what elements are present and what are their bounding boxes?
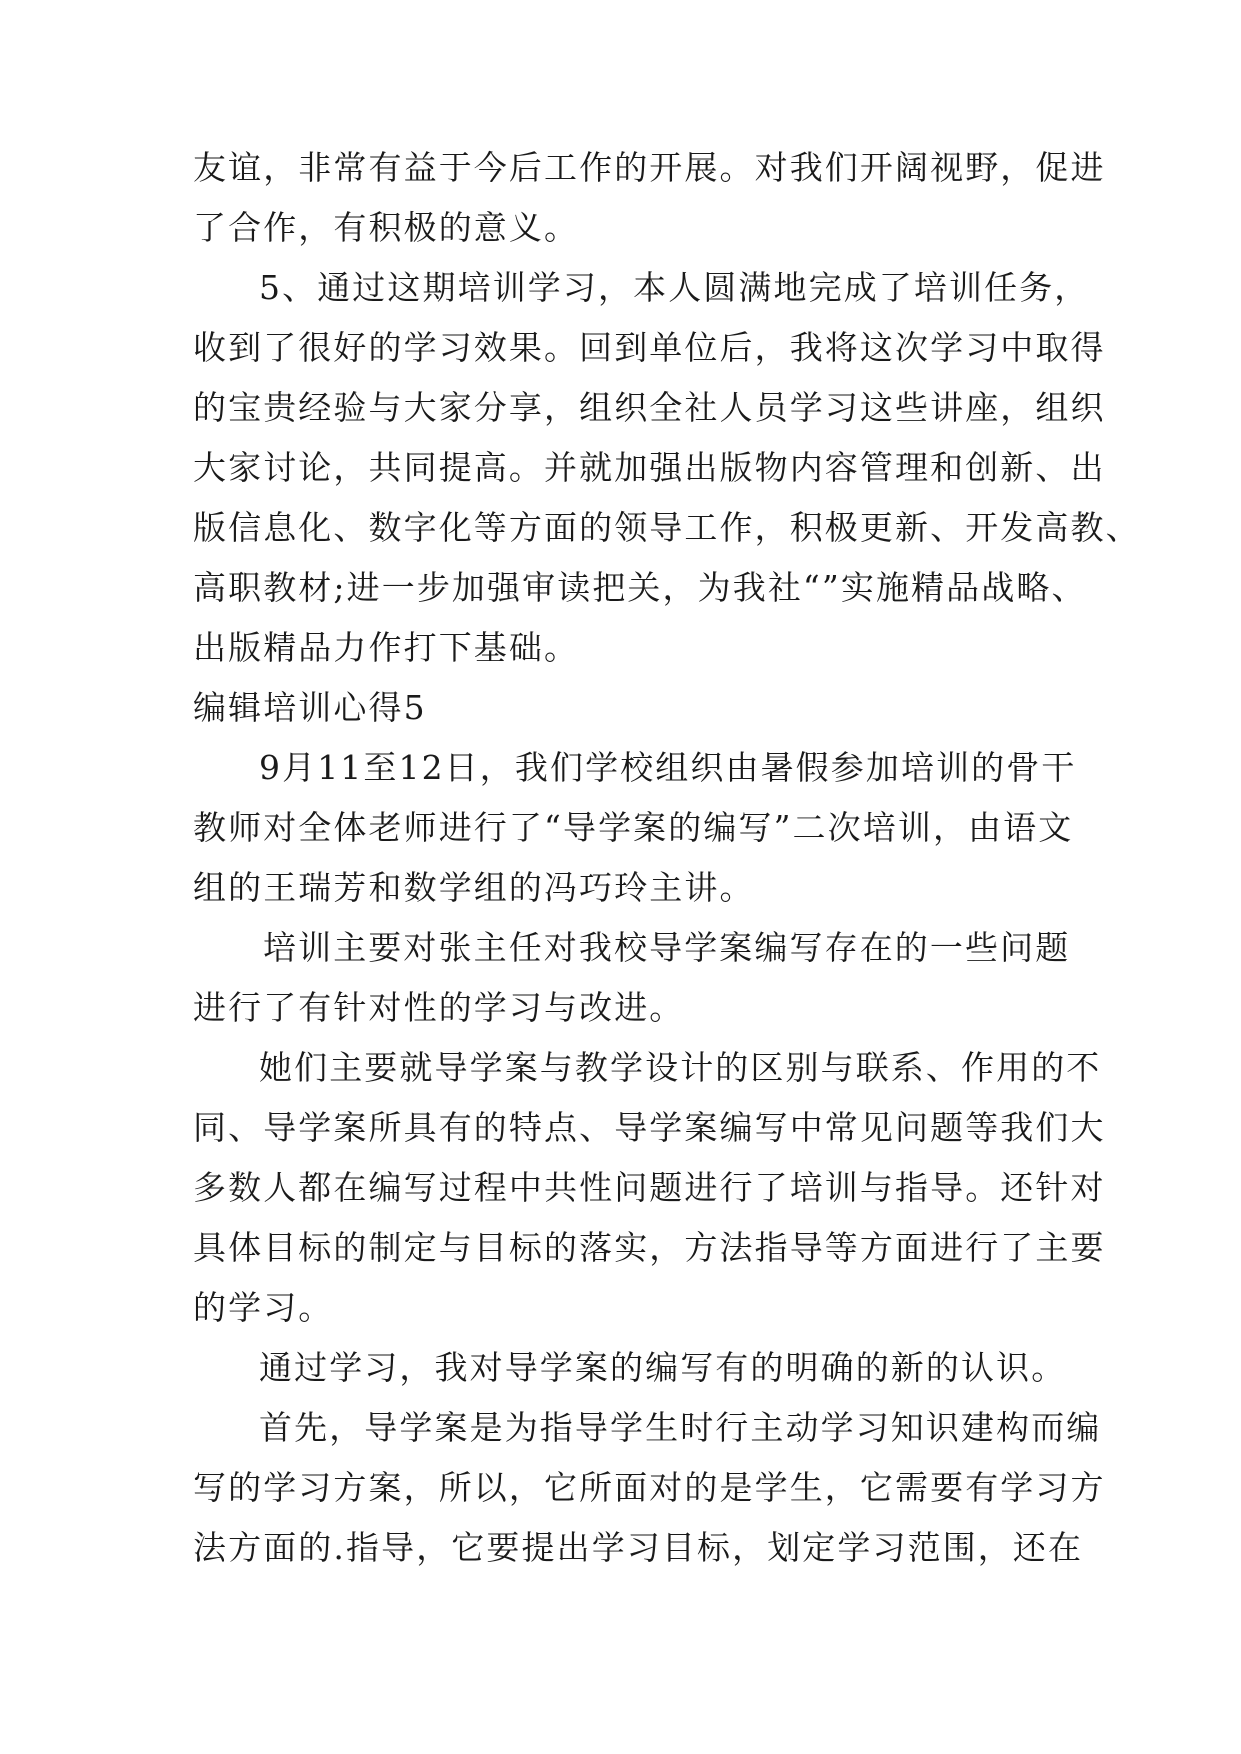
text-line: 教师对全体老师进行了“导学案的编写”二次培训，由语文: [193, 808, 1074, 847]
text-line: 了合作，有积极的意义。: [193, 208, 580, 247]
text-line: 具体目标的制定与目标的落实，方法指导等方面进行了主要: [193, 1228, 1106, 1267]
text-line: 同、导学案所具有的特点、导学案编写中常见问题等我们大: [193, 1108, 1106, 1147]
text-line: 她们主要就导学案与教学设计的区别与联系、作用的不: [259, 1048, 1102, 1087]
text-line: 首先，导学案是为指导学生时行主动学习知识建构而编: [259, 1408, 1102, 1447]
text-line: 9月11至12日，我们学校组织由暑假参加培训的骨干: [259, 748, 1077, 787]
text-line: 多数人都在编写过程中共性问题进行了培训与指导。还针对: [193, 1168, 1106, 1207]
text-line: 进行了有针对性的学习与改进。: [193, 988, 685, 1027]
section-heading: 编辑培训心得5: [193, 688, 427, 727]
text-line: 版信息化、数字化等方面的领导工作，积极更新、开发高教、: [193, 508, 1141, 547]
text-line: 的学习。: [193, 1288, 334, 1327]
text-line: 5、通过这期培训学习，本人圆满地完成了培训任务，: [259, 268, 1090, 307]
text-line: 高职教材;进一步加强审读把关，为我社“”实施精品战略、: [193, 568, 1087, 607]
text-line: 友谊，非常有益于今后工作的开展。对我们开阔视野，促进: [193, 148, 1106, 187]
text-line: 收到了很好的学习效果。回到单位后，我将这次学习中取得: [193, 328, 1106, 367]
text-line: 通过学习，我对导学案的编写有的明确的新的认识。: [259, 1348, 1067, 1387]
text-line: 组的王瑞芳和数学组的冯巧玲主讲。: [193, 868, 755, 907]
text-line: 法方面的.指导，它要提出学习目标，划定学习范围，还在: [193, 1528, 1084, 1567]
text-line: 培训主要对张主任对我校导学案编写存在的一些问题: [263, 928, 1071, 967]
text-line: 大家讨论，共同提高。并就加强出版物内容管理和创新、出: [193, 448, 1106, 487]
text-line: 的宝贵经验与大家分享，组织全社人员学习这些讲座，组织: [193, 388, 1106, 427]
text-line: 出版精品力作打下基础。: [193, 628, 580, 667]
text-line: 写的学习方案，所以，它所面对的是学生，它需要有学习方: [193, 1468, 1106, 1507]
